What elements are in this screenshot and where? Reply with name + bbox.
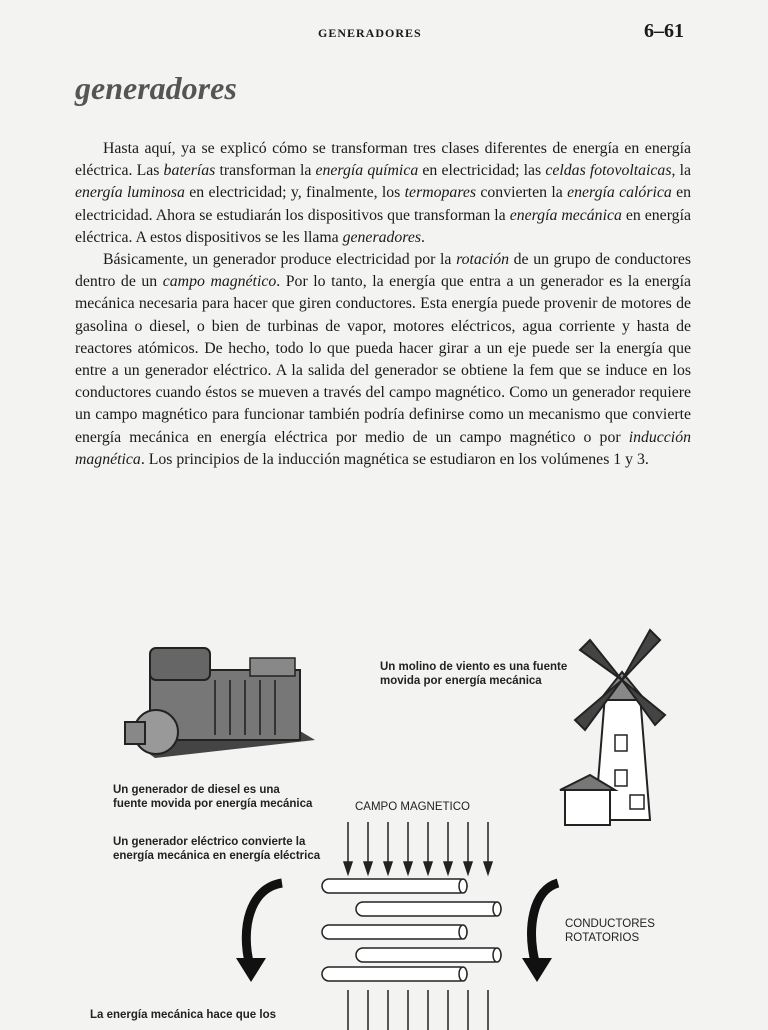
- text-run: . Los principios de la inducción magnética se estudiaron en los volúmenes 1 y 3.: [140, 450, 649, 468]
- text-run: en electricidad; las: [418, 162, 546, 180]
- text-run: . Por lo tanto, la energía que entra a un generador es la energía mecánica necesaria para hacer que giren conductores. Esta energía puede provenir de motores de gasolina o diesel, o bien de turbinas de vapor, motores eléctricos, agua corriente y hasta de reactores atómicos. De hecho, todo lo que pueda hacer girar a un eje puede ser la energía que entre a un generador eléctrico. A la salida del generador se obtiene la fem que se induce en los conductores cuando éstos se mueven a través del campo magnético. Como un generador requiere un campo magnético para funcionar también podría definirse como un mecanismo que convierte energía mecánica en energía eléctrica por medio de un campo magnético o por: [75, 273, 691, 446]
- text-run: Básicamente, un generador produce electricidad por la: [103, 251, 457, 269]
- text-run: en electricidad; y, finalmente, los: [184, 184, 405, 202]
- bottom-caption: La energía mecánica hace que los: [90, 1009, 276, 1021]
- windmill-illustration: [560, 620, 680, 840]
- emphasis: campo magnético: [162, 273, 277, 291]
- body-text: [75, 138, 691, 471]
- text-run: en energía eléctrica. A estos dispositivos se les llama: [75, 206, 691, 246]
- generator-caption: Un generador eléctrico convierte la energía mecánica en energía eléctrica: [113, 836, 321, 862]
- emphasis: celdas fotovoltaicas: [545, 162, 672, 180]
- magnetic-field-arrows: [340, 820, 510, 880]
- section-title: GENERADORES: [318, 26, 422, 40]
- rotation-arrow-left-icon: [232, 878, 292, 988]
- emphasis: generadores: [342, 228, 422, 246]
- rotating-conductors: [318, 875, 508, 985]
- emphasis: energía química: [315, 162, 419, 180]
- emphasis: termopares: [404, 184, 477, 202]
- text-run: transforman la: [215, 162, 316, 180]
- page-number: 6–61: [644, 20, 684, 42]
- emphasis: inducción magnética: [75, 428, 691, 468]
- paragraph-1: [75, 138, 691, 249]
- diesel-engine-illustration: [120, 640, 320, 780]
- magnetic-field-lines-bottom: [340, 990, 510, 1030]
- text-run: .: [421, 228, 425, 246]
- text-run: Hasta aquí, ya se explicó cómo se transforman tres clases diferentes de energía en energía eléctrica. Las: [75, 140, 691, 180]
- windmill-caption: Un molino de viento es una fuente movida por energía mecánica: [380, 661, 568, 687]
- text-run: convierten la: [476, 184, 568, 202]
- rotating-conductors-label: CONDUCTORES ROTATORIOS: [565, 918, 655, 944]
- emphasis: baterías: [163, 162, 216, 180]
- paragraph-2: [75, 249, 691, 471]
- diesel-caption: Un generador de diesel es una fuente movida por energía mecánica: [113, 784, 313, 810]
- rotation-arrow-right-icon: [518, 878, 578, 988]
- emphasis: energía mecánica: [509, 206, 622, 224]
- text-run: de un grupo de conductores dentro de un: [75, 251, 691, 291]
- emphasis: energía luminosa: [75, 184, 185, 202]
- emphasis: energía calórica: [567, 184, 672, 202]
- emphasis: rotación: [456, 251, 510, 269]
- chapter-title: generadores: [75, 70, 237, 106]
- text-run: , la: [671, 162, 691, 180]
- text-run: en electricidad. Ahora se estudiarán los dispositivos que transforman la: [75, 184, 692, 224]
- magnetic-field-label: CAMPO MAGNETICO: [355, 801, 471, 813]
